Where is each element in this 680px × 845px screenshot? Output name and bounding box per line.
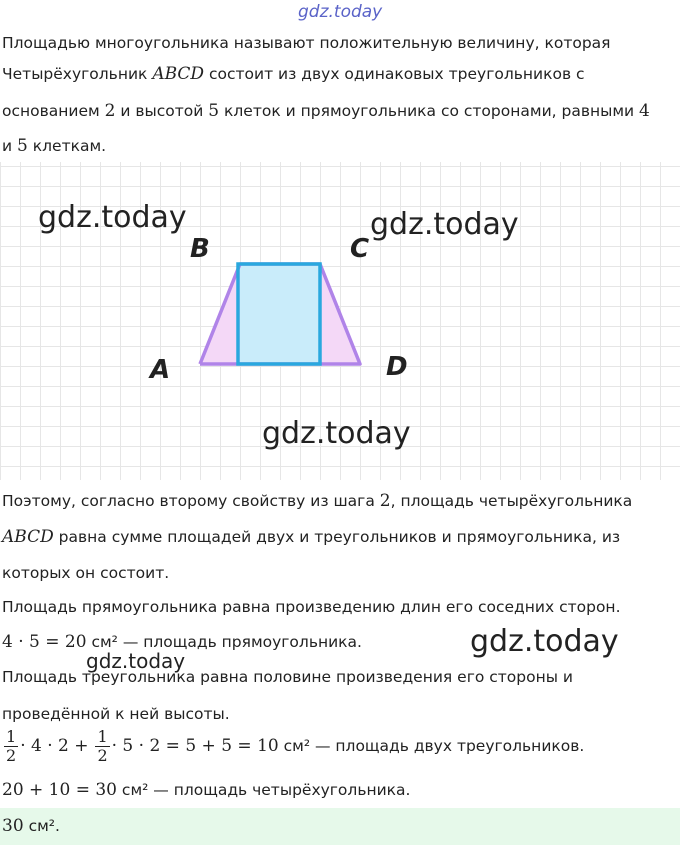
intro-line-1: Площадью многоугольника называют положительную величину, которая bbox=[2, 34, 611, 52]
solution-line-3: которых он состоит. bbox=[2, 564, 170, 582]
solution-line-4: Площадь прямоугольника равна произведению длин его соседних сторон. bbox=[2, 598, 621, 616]
label-d: D bbox=[386, 352, 408, 382]
intro-line-4: и 5 клеткам. bbox=[2, 136, 107, 156]
label-b: B bbox=[190, 234, 210, 264]
solution-line-5: 4 · 5 = 20 см² — площадь прямоугольника. bbox=[2, 632, 362, 652]
label-a: A bbox=[150, 355, 171, 385]
solution-line-8: $\frac{1}{2}$ · 4 · 2 + $\frac{1}{2}$ · 5 · 2 = 5 + 5 = 10 см² — площадь двух треугольников. bbox=[6, 727, 585, 765]
solution-line-7: проведённой к ней высоты. bbox=[2, 705, 230, 723]
label-c: C bbox=[350, 234, 370, 264]
solution-line-2: ABCD равна сумме площадей двух и треугольников и прямоугольника, из bbox=[2, 527, 621, 547]
intro-line-2: Четырёхугольник ABCD состоит из двух одинаковых треугольников с bbox=[2, 64, 585, 84]
watermark-figure-right: gdz.today bbox=[370, 207, 519, 242]
solution-line-1: Поэтому, согласно второму свойству из шага 2, площадь четырёхугольника bbox=[2, 491, 633, 511]
intro-line-3: основанием 2 и высотой 5 клеток и прямоугольника со сторонами, равными 4 bbox=[2, 101, 650, 121]
fraction-half-1: $\frac{1}{2}$ bbox=[6, 727, 17, 765]
watermark-figure-left: gdz.today bbox=[38, 200, 187, 235]
watermark-figure-bottom: gdz.today bbox=[262, 416, 411, 451]
watermark-text-right: gdz.today bbox=[470, 624, 619, 659]
watermark-text-left: gdz.today bbox=[86, 649, 186, 673]
answer-box bbox=[0, 808, 680, 845]
solution-line-6: Площадь треугольника равна половине произведения его стороны и bbox=[2, 668, 573, 686]
rectangle-middle bbox=[240, 264, 320, 364]
fraction-half-2: $\frac{1}{2}$ bbox=[97, 727, 108, 765]
watermark-top: gdz.today bbox=[298, 2, 383, 22]
solution-line-9: 20 + 10 = 30 см² — площадь четырёхугольника. bbox=[2, 780, 411, 800]
answer-text: 30 см². bbox=[2, 816, 60, 836]
